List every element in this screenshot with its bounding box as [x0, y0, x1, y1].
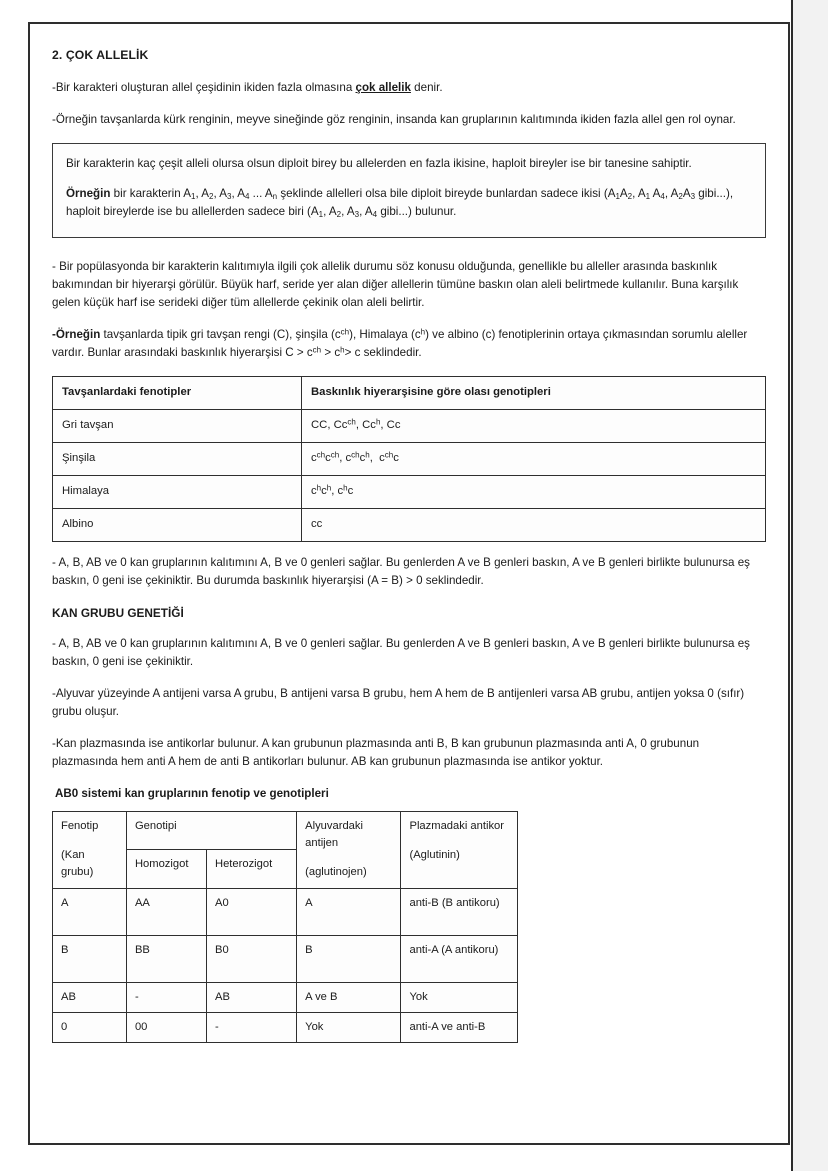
rabbit-cell-genotype: cc: [302, 508, 766, 541]
sub-5: 1: [615, 192, 620, 202]
callout-bold-lead: Örneğin: [66, 186, 111, 200]
callout-seg-b: , A: [195, 186, 209, 200]
abo-header-phenotype: [53, 811, 127, 888]
sub-6: 2: [627, 192, 633, 202]
paragraph-blood-1: - A, B, AB ve 0 kan gruplarının kalıtımını A, B ve 0 genleri sağlar. Bu genlerden A ve B genleri baskın, A ve B genleri birlikte bulunursa eş baskın, 0 geni ise çekiniktir. Bu durumda baskınlık hiyerarşisi (A = B) > 0 seklindedir.: [52, 555, 750, 587]
callout-seg-d: , A: [231, 186, 245, 200]
abo-cell-antigen: A: [297, 888, 401, 935]
abo-cell-antibody: anti-B (B antikoru): [401, 888, 518, 935]
sub-10: 3: [690, 192, 696, 202]
callout-seg-k: A: [682, 186, 691, 200]
blood-group-heading: KAN GRUBU GENETİĞİ: [52, 605, 184, 620]
table-row: [53, 442, 766, 475]
document-body: [52, 46, 766, 1043]
example-seg-e: > c seklindedir.: [344, 345, 422, 359]
abo-cell-heterozygous: A0: [206, 888, 296, 935]
sup-ch: ch: [316, 450, 326, 459]
abo-header-phenotype-sub: (Kan grubu): [61, 848, 94, 879]
sub-12: 2: [336, 210, 342, 220]
sub-11: 1: [318, 210, 324, 220]
abo-cell-homozygous: BB: [126, 935, 206, 982]
table-header-row: [53, 811, 518, 850]
rabbit-cell-genotype: $c^hc^h$, $c^hc$: [302, 475, 766, 508]
rabbit-cell-phenotype: Gri tavşan: [53, 409, 302, 442]
sub-3: 3: [227, 192, 232, 202]
rabbit-cell-phenotype: Albino: [53, 508, 302, 541]
sub-8: 4: [660, 192, 665, 202]
abo-cell-phenotype: B: [53, 935, 127, 982]
abo-header-antigen-sub: (aglutinojen): [305, 866, 367, 879]
table-row: [53, 982, 518, 1012]
callout-seg-i: A: [650, 186, 661, 200]
abo-cell-heterozygous: B0: [206, 935, 296, 982]
example-seg-d: > c: [321, 345, 341, 359]
abo-cell-antibody: anti-A ve anti-B: [401, 1013, 518, 1043]
sub-1: 1: [191, 192, 196, 202]
paragraph-antibody: -Kan plazmasında ise antikorlar bulunur. A kan grubunun plazmasında anti B, B kan grubunun plazmasında anti A, 0 grubunun plazmasında hem anti A hem de anti B antikorları bulunur. AB kan grubunun plazmasında ise antikor yoktur.: [52, 736, 700, 768]
abo-header-phenotype-main: Fenotip: [61, 819, 99, 832]
abo-cell-antibody: anti-A (A antikoru): [401, 935, 518, 982]
table-row: [53, 1013, 518, 1043]
rabbit-phenotype-table: [52, 376, 766, 542]
paragraph-hierarchy: - Bir popülasyonda bir karakterin kalıtımıyla ilgili çok allelik durumu söz konusu olduğunda, genellikle bu alleller arasında baskınlık bakımından bir hiyerarşi görülür. Büyük harf, seride yer alan diğer allellerin tümüne baskın olan aleli belirtmede kullanılır. Buna karşılık gelen küçük harf ise serideki diğer tüm allellerde çekinik olan aleli belirtir.: [52, 259, 739, 309]
callout-seg-m: , A: [323, 204, 337, 218]
callout-seg-a: bir karakterin A: [110, 186, 191, 200]
paragraph-examples: -Örneğin tavşanlarda kürk renginin, meyve sineğinde göz renginin, insanda kan gruplarının kalıtımında ikiden fazla allel gen rol oynar.: [52, 112, 736, 126]
callout-seg-f: şeklinde allelleri olsa bile diploit bireyde bunlardan sadece ikisi (A: [277, 186, 616, 200]
paragraph-blood-2: - A, B, AB ve 0 kan gruplarının kalıtımını A, B ve 0 genleri sağlar. Bu genlerden A ve B genleri baskın, A ve B genleri birlikte bulunursa eş baskın, 0 geni ise çekiniktir.: [52, 636, 750, 668]
sup-h-1: h: [420, 327, 426, 337]
sup-h: h: [365, 450, 370, 459]
table-header-row: [53, 376, 766, 409]
example-bold-lead: -Örneğin: [52, 327, 101, 341]
abo-header-antibody-sub: (Aglutinin): [409, 848, 460, 861]
callout-seg-e: ... A: [249, 186, 273, 200]
sub-2: 2: [209, 192, 214, 202]
abo-cell-phenotype: AB: [53, 982, 127, 1012]
abo-cell-antigen: Yok: [297, 1013, 401, 1043]
rabbit-cell-phenotype: Himalaya: [53, 475, 302, 508]
sup-ch-2: ch: [312, 345, 322, 355]
callout-seg-p: gibi...) bulunur.: [377, 204, 457, 218]
sub-9: 2: [678, 192, 683, 202]
paragraph-rabbit-example: [52, 326, 766, 362]
callout-seg-j: , A: [664, 186, 679, 200]
rabbit-cell-genotype: $c^{ch}c^{ch}$, $c^{ch}c^h$, $c^{ch}c$: [302, 442, 766, 475]
abo-blood-group-table: [52, 811, 518, 1044]
rabbit-header-genotype: Baskınlık hiyerarşisine göre olası genotipleri: [302, 376, 766, 409]
paragraph-antigen: -Alyuvar yüzeyinde A antijeni varsa A grubu, B antijeni varsa B grubu, hem A hem de B antijenleri varsa AB grubu, antijen yoksa 0 (sıfır) grubu oluşur.: [52, 686, 745, 718]
sup-ch: ch: [330, 450, 340, 459]
callout-seg-n: , A: [341, 204, 355, 218]
callout-box: [52, 143, 766, 238]
sup-h-2: h: [340, 345, 345, 355]
abo-header-antibody-main: Plazmadaki antikor: [409, 819, 504, 832]
table-row: [53, 935, 518, 982]
right-gutter-panel: [791, 0, 828, 1171]
table-row: [53, 508, 766, 541]
sup-h: h: [375, 417, 381, 426]
abo-cell-phenotype: 0: [53, 1013, 127, 1043]
callout-line-2: [66, 185, 752, 221]
sup-ch: ch: [384, 450, 394, 459]
definition-text-pre: -Bir karakteri oluşturan allel çeşidinin ikiden fazla olmasına: [52, 80, 356, 94]
definition-term: çok allelik: [355, 80, 411, 94]
callout-seg-h: , A: [632, 186, 646, 200]
sub-7: 1: [645, 192, 651, 202]
abo-cell-heterozygous: -: [206, 1013, 296, 1043]
sup-ch-1: ch: [340, 327, 350, 337]
callout-line-1: Bir karakterin kaç çeşit alleli olursa olsun diploit birey bu allelerden en fazla ikisine, haploit bireyler ise bir tanesine sahiptir.: [66, 156, 692, 170]
callout-seg-l: gibi...), haploit bireylerde ise bu allellerden sadece biri (A: [66, 186, 734, 218]
abo-header-heterozygous: Heterozigot: [206, 850, 296, 889]
rabbit-cell-phenotype: Şinşila: [53, 442, 302, 475]
sup-ch: ch: [351, 450, 360, 459]
document-page: [28, 22, 790, 1145]
table-row: [53, 888, 518, 935]
abo-cell-homozygous: 00: [126, 1013, 206, 1043]
rabbit-cell-genotype: CC, $Cc^{ch}$, Cc$^h$, Cc: [302, 409, 766, 442]
abo-header-antigen-main: Alyuvardaki antijen: [305, 819, 363, 849]
abo-cell-antigen: A ve B: [297, 982, 401, 1012]
sub-4: 4: [245, 192, 250, 202]
abo-cell-homozygous: -: [126, 982, 206, 1012]
abo-header-homozygous: Homozigot: [126, 850, 206, 889]
callout-seg-g: A: [619, 186, 628, 200]
sub-14: 4: [372, 210, 378, 220]
definition-text-post: denir.: [410, 80, 443, 94]
page-title: 2. ÇOK ALLELİK: [52, 48, 149, 62]
abo-cell-homozygous: AA: [126, 888, 206, 935]
example-seg-b: ), Himalaya (c: [349, 327, 421, 341]
abo-cell-antibody: Yok: [401, 982, 518, 1012]
table-row: [53, 475, 766, 508]
sup-h: h: [326, 483, 332, 492]
example-seg-a: tavşanlarda tipik gri tavşan rengi (C), şinşila (c: [100, 327, 341, 341]
callout-seg-c: , A: [213, 186, 227, 200]
table-row: [53, 409, 766, 442]
abo-header-antigen: [297, 811, 401, 888]
callout-seg-o: , A: [359, 204, 373, 218]
abo-header-genotype: Genotipi: [126, 811, 296, 850]
abo-cell-phenotype: A: [53, 888, 127, 935]
paragraph-definition: [52, 79, 766, 97]
sup-ch: ch: [347, 417, 356, 426]
abo-header-antibody: [401, 811, 518, 888]
abo-table-caption: AB0 sistemi kan gruplarının fenotip ve genotipleri: [55, 786, 329, 800]
sub-n: n: [272, 192, 278, 202]
sup-h: h: [343, 483, 348, 492]
sup-h: h: [316, 483, 322, 492]
rabbit-header-phenotype: Tavşanlardaki fenotipler: [53, 376, 302, 409]
abo-cell-heterozygous: AB: [206, 982, 296, 1012]
sub-13: 3: [354, 210, 360, 220]
abo-cell-antigen: B: [297, 935, 401, 982]
example-seg-c: ) ve albino (c) fenotiplerinin ortaya çıkmasından sorumlu aleller vardır. Bunlar arasındaki baskınlık hiyerarşisi C > c: [52, 327, 748, 359]
